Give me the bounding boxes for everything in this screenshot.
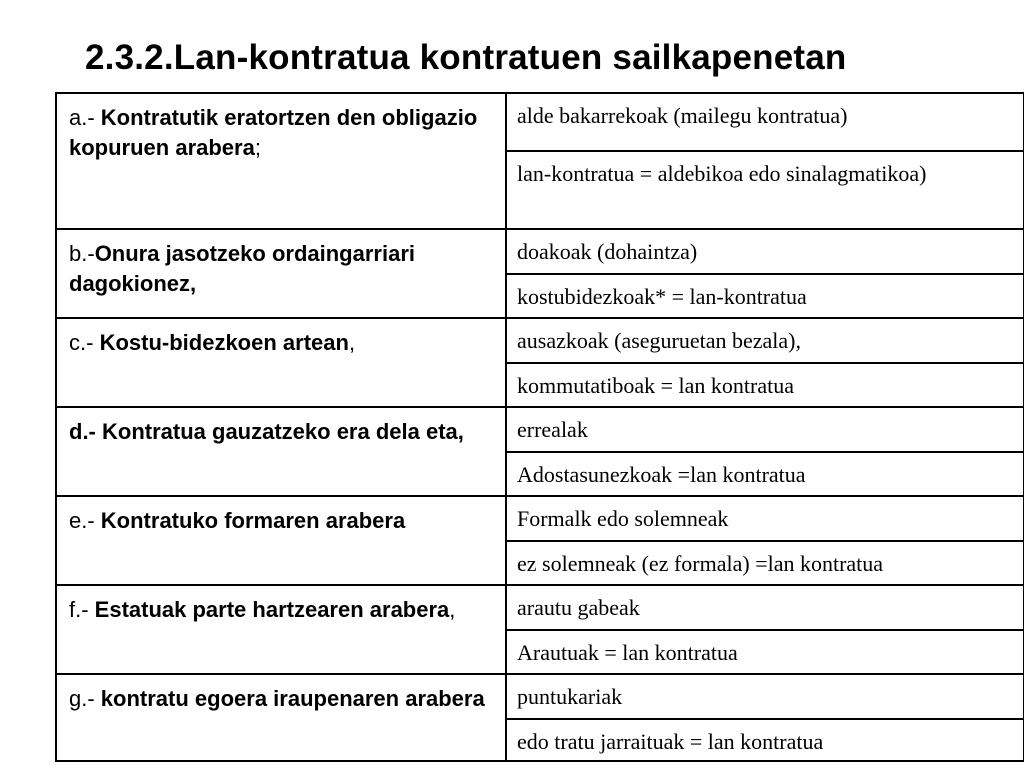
criterion-prefix: e.- [69,508,101,533]
criterion-cell [56,496,506,585]
criterion-cell [56,318,506,407]
criterion-label: kontratu egoera iraupenaren arabera [100,686,485,711]
table-row [56,229,1024,274]
classification-table [55,92,1024,762]
option-cell: alde bakarrekoak (mailegu kontratua) [506,93,1024,151]
criterion-label: Onura jasotzeko ordaingarriari dagokionez, [69,241,415,296]
table-row [56,496,1024,541]
criterion-prefix: c.- [69,330,100,355]
criterion-label: Kostu-bidezkoen artean [99,330,349,355]
criterion-prefix: b.- [69,241,95,266]
option-cell: kommutatiboak = lan kontratua [506,363,1024,407]
table-row [56,93,1024,151]
criterion-prefix: d.- [69,419,102,444]
criterion-label: Kontratua gauzatzeko era dela eta, [102,419,464,444]
criterion-cell [56,585,506,674]
option-cell: arautu gabeak [506,585,1024,630]
option-cell: ez solemneak (ez formala) =lan kontratua [506,541,1024,585]
criterion-suffix: ; [254,135,261,160]
table-row [56,585,1024,630]
table-row [56,674,1024,719]
criterion-label: Kontratutik eratortzen den obligazio kopuruen arabera [69,105,478,160]
criterion-cell [56,674,506,761]
option-cell: Arautuak = lan kontratua [506,630,1024,674]
option-cell: doakoak (dohaintza) [506,229,1024,274]
criterion-prefix: a.- [69,105,101,130]
option-cell: kostubidezkoak* = lan-kontratua [506,274,1024,318]
criterion-cell [56,93,506,229]
criterion-suffix: , [449,597,456,622]
option-cell: lan-kontratua = aldebikoa edo sinalagmatikoa) [506,151,1024,229]
table-row [56,407,1024,452]
table-row [56,318,1024,363]
criterion-label: Estatuak parte hartzearen arabera [94,597,450,622]
criterion-label: Kontratuko formaren arabera [100,508,406,533]
criterion-cell [56,407,506,496]
criterion-prefix: g.- [69,686,101,711]
criterion-suffix: , [348,330,356,355]
page-title: 2.3.2.Lan-kontratua kontratuen sailkapenetan [85,38,847,77]
option-cell: Formalk edo solemneak [506,496,1024,541]
option-cell: edo tratu jarraituak = lan kontratua [506,719,1024,761]
option-cell: puntukariak [506,674,1024,719]
criterion-prefix: f.- [69,597,95,622]
option-cell: ausazkoak (aseguruetan bezala), [506,318,1024,363]
criterion-cell [56,229,506,318]
option-cell: errealak [506,407,1024,452]
option-cell: Adostasunezkoak =lan kontratua [506,452,1024,496]
